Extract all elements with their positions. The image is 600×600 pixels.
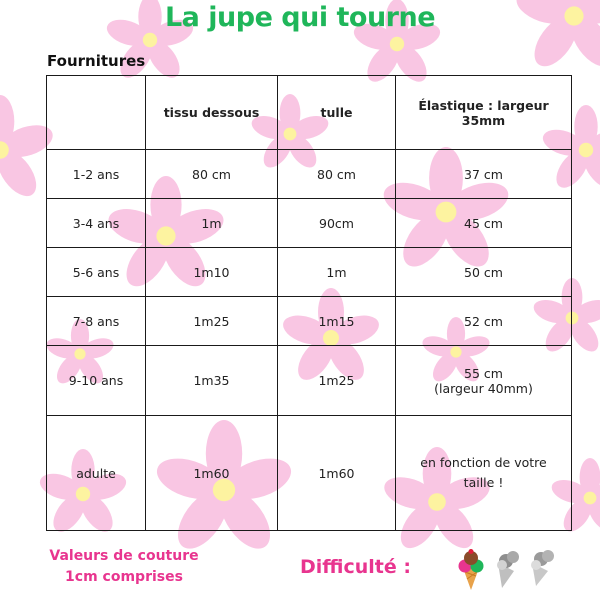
table-cell: 9-10 ans (47, 346, 146, 416)
ice-cream-icon (492, 549, 524, 589)
table-cell: 1-2 ans (47, 150, 146, 199)
table-row (47, 150, 572, 199)
page-title: La jupe qui tourne (164, 2, 436, 33)
table-cell: en fonction de votre taille ! (396, 416, 572, 531)
difficulty-label: Difficulté : (300, 556, 411, 578)
table-row (47, 199, 572, 248)
table-row (47, 346, 572, 416)
table-cell: 1m25 (146, 297, 278, 346)
table-cell: 80 cm (146, 150, 278, 199)
table-header: tissu dessous (146, 76, 278, 150)
table-cell-line: 55 cm (464, 365, 503, 381)
table-cell: 37 cm (396, 150, 572, 199)
section-title: Fournitures (47, 52, 146, 70)
table-header: Élastique : largeur 35mm (396, 76, 572, 150)
seam-note-line: 1cm comprises (65, 569, 183, 585)
table-cell: 3-4 ans (47, 199, 146, 248)
table-cell: 90cm (278, 199, 396, 248)
table-row (47, 248, 572, 297)
table-header-row (47, 76, 572, 150)
seam-allowance-note (14, 546, 234, 588)
table-header: tulle (278, 76, 396, 150)
table-cell: 1m25 (278, 346, 396, 416)
table-cell: 1m (146, 199, 278, 248)
table-cell: 80 cm (278, 150, 396, 199)
table-cell: 1m15 (278, 297, 396, 346)
table-cell: 1m60 (146, 416, 278, 531)
table-header (47, 76, 146, 150)
table-row (47, 297, 572, 346)
table-cell: 45 cm (396, 199, 572, 248)
table-cell: 1m (278, 248, 396, 297)
seam-note-line: Valeurs de couture (49, 548, 199, 564)
ice-cream-icon (526, 547, 558, 587)
supplies-table (46, 75, 572, 531)
table-cell: 1m60 (278, 416, 396, 531)
table-cell: 52 cm (396, 297, 572, 346)
ice-cream-icon (454, 549, 488, 591)
table-cell (396, 346, 572, 416)
table-cell: adulte (47, 416, 146, 531)
table-cell: 1m35 (146, 346, 278, 416)
table-cell: 7-8 ans (47, 297, 146, 346)
table-cell: 50 cm (396, 248, 572, 297)
table-cell: 1m10 (146, 248, 278, 297)
table-cell-line: (largeur 40mm) (434, 380, 533, 396)
table-row (47, 416, 572, 531)
table-cell: 5-6 ans (47, 248, 146, 297)
